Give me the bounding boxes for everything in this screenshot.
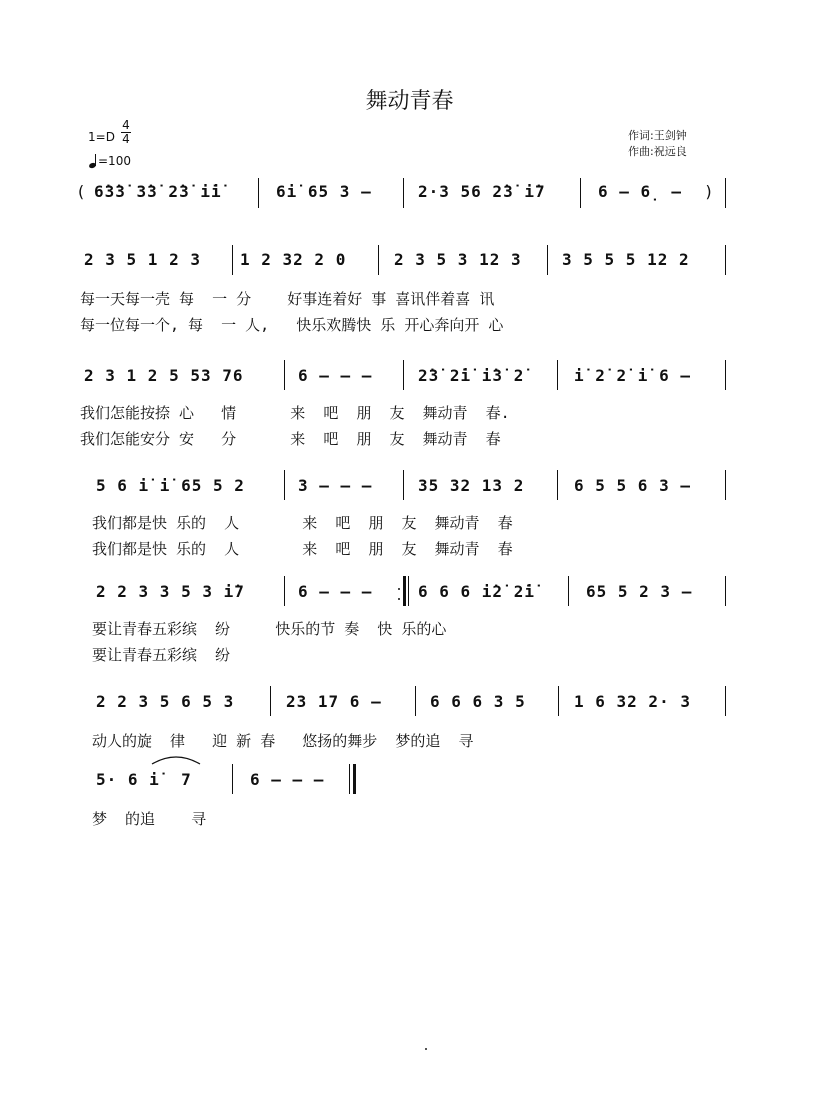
lyric-verse-1: 每一天每一壳 每 一 分 好事连着好 事 喜讯伴着喜 讯 — [80, 290, 495, 308]
lyric-verse-2: 我们都是快 乐的 人 来 吧 朋 友 舞动青 春 — [92, 540, 513, 558]
measure-4: i̇ 2̇ 2̇ i̇ 6 – — [574, 366, 691, 385]
measure-1: 2 2 3 3 5 3 i̇7 — [96, 582, 245, 601]
measure-1: 5 6 i̇ i̇ 65 5 2 — [96, 476, 245, 495]
measure-2: 6 – – – — [250, 770, 325, 789]
measure-4: 65 5 2 3 – — [586, 582, 693, 601]
lyric-verse-1: 我们都是快 乐的 人 来 吧 朋 友 舞动青 春 — [92, 514, 513, 532]
measure-2: 1 2 32 2 0 — [240, 250, 347, 269]
page-dot — [425, 1048, 427, 1050]
intro-measure-1: 6̇3̇3̇ 3̇3̇ 2̇3̇ i̇i̇ — [94, 182, 222, 201]
time-signature — [121, 120, 131, 145]
intro-close-paren: ) — [704, 182, 715, 201]
measure-4: 6 5 5 6 3 – — [574, 476, 691, 495]
quarter-note-icon — [88, 156, 98, 168]
tempo-value: =100 — [98, 154, 131, 168]
lyric-verse-2: 我们怎能安分 安 分 来 吧 朋 友 舞动青 春 — [80, 430, 501, 448]
measure-2: 6 – – – — [298, 582, 373, 601]
measure-1: 2 2 3 5 6 5 3 — [96, 692, 235, 711]
tempo-marking — [88, 154, 131, 168]
final-barline — [353, 764, 356, 794]
intro-measure-3: 2·3 56 2̇3̇ i̇7 — [418, 182, 546, 201]
measure-3: 35 32 13 2 — [418, 476, 525, 495]
song-title: 舞动青春 — [365, 89, 454, 114]
measure-1: 2 3 1 2 5 53 76 — [84, 366, 244, 385]
lyric-verse-1: 动人的旋 律 迎 新 春 悠扬的舞步 梦的追 寻 — [92, 732, 474, 750]
measure-3: 2 3 5 3 12 3 — [394, 250, 522, 269]
meter-bottom: 4 — [122, 132, 130, 146]
measure-2: 3 – – – — [298, 476, 373, 495]
lyric-verse-2: 要让青春五彩缤 纷 — [92, 646, 231, 664]
meter-top: 4 — [122, 118, 130, 132]
measure-1: 2 3 5 1 2 3 — [84, 250, 201, 269]
measure-4: 3 5 5 5 12 2 — [562, 250, 690, 269]
lyricist: 作词:王剑钟 — [628, 129, 687, 142]
measure-1: 5· 6 i̇ 7 — [96, 770, 192, 789]
composer: 作曲:祝远良 — [628, 145, 687, 158]
lyric-verse-1: 梦 的追 寻 — [92, 810, 207, 828]
intro-measure-2: 6i̇ 65 3 – — [276, 182, 372, 201]
slur-icon — [150, 752, 202, 766]
measure-3: 6 6 6 3 5 — [430, 692, 526, 711]
measure-2: 23 17 6 – — [286, 692, 382, 711]
key-signature: 1=D — [88, 130, 115, 144]
lyric-verse-1: 我们怎能按捺 心 情 来 吧 朋 友 舞动青 春. — [80, 404, 510, 422]
intro-open-paren: ( — [76, 182, 87, 201]
repeat-sign-icon — [403, 586, 407, 600]
credits — [628, 128, 687, 160]
measure-4: 1 6 32 2· 3 — [574, 692, 691, 711]
lyric-verse-2: 每一位每一个, 每 一 人, 快乐欢腾快 乐 开心奔向开 心 — [80, 316, 504, 334]
measure-3: 2̇3̇ 2̇i̇ i̇3̇ 2̇ — [418, 366, 525, 385]
lyric-verse-1: 要让青春五彩缤 纷 快乐的节 奏 快 乐的心 — [92, 620, 447, 638]
measure-3: 6 6 6 i̇2̇ 2̇i̇ — [418, 582, 535, 601]
measure-2: 6 – – – — [298, 366, 373, 385]
intro-measure-4: 6 – 6̣ – — [598, 182, 683, 201]
